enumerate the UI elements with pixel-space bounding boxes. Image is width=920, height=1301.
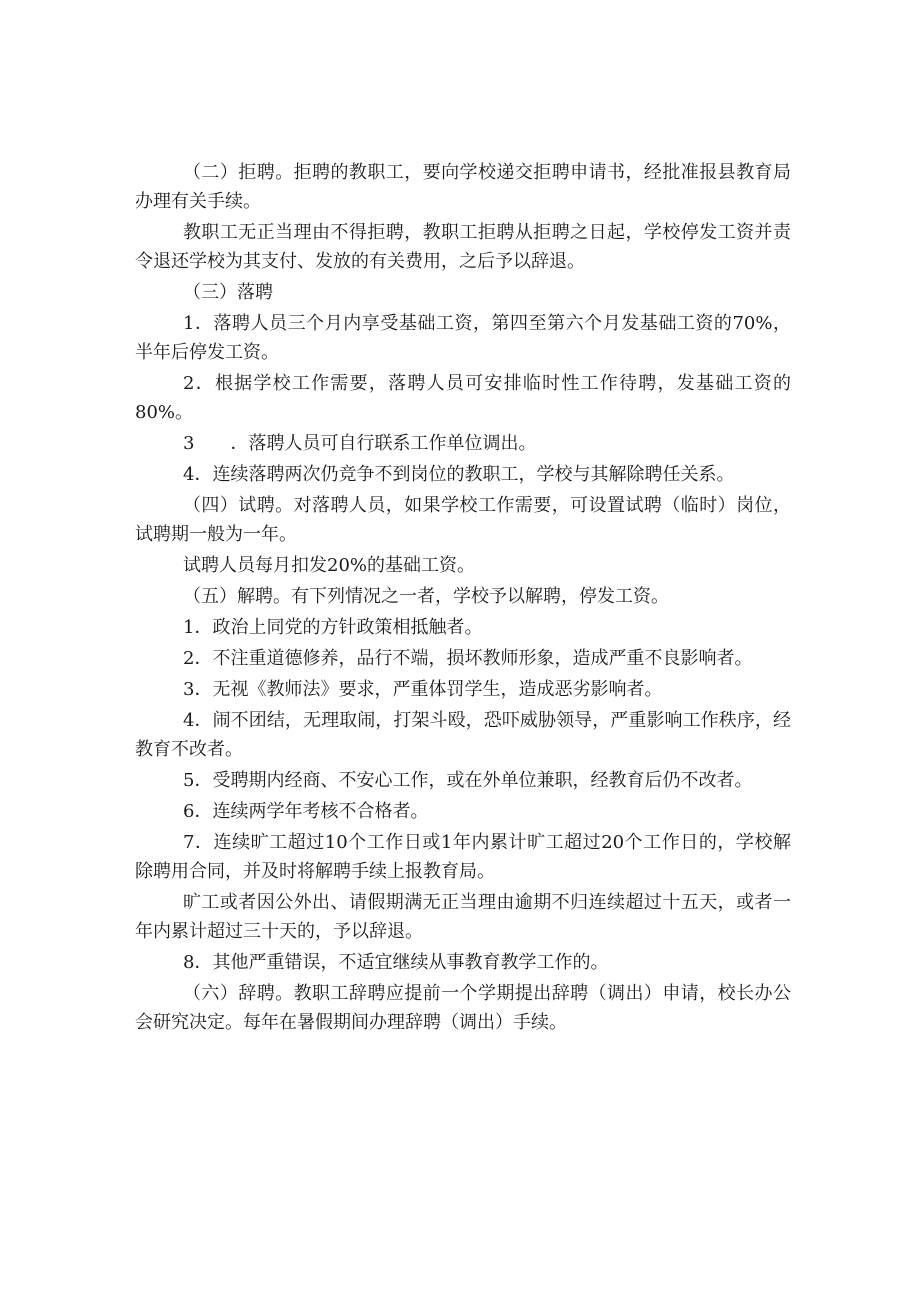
paragraph-refuse-appointment: （二）拒聘。拒聘的教职工，要向学校递交拒聘申请书，经批准报县教育局办理有关手续。: [135, 162, 791, 212]
list-item-dismissal-8: 8．其他严重错误，不适宜继续从事教育教学工作的。: [183, 952, 609, 973]
paragraph-trial-deduction: 试聘人员每月扣发20%的基础工资。: [183, 555, 476, 576]
list-item-dismissal-3: 3．无视《教师法》要求，严重体罚学生，造成恶劣影响者。: [183, 679, 663, 700]
document-body: [135, 158, 791, 1039]
list-item-not-appointed-1: 1．落聘人员三个月内享受基础工资，第四至第六个月发基础工资的70%，半年后停发工资。: [135, 313, 791, 363]
list-item-not-appointed-4: 4．连续落聘两次仍竞争不到岗位的教职工，学校与其解除聘任关系。: [183, 464, 735, 485]
list-item-dismissal-2: 2．不注重道德修养，品行不端，损坏教师形象，造成严重不良影响者。: [183, 648, 753, 669]
paragraph-refuse-consequence: 教职工无正当理由不得拒聘，教职工拒聘从拒聘之日起，学校停发工资并责令退还学校为其支付、发放的有关费用，之后予以辞退。: [135, 222, 791, 272]
list-item-dismissal-7: 7．连续旷工超过10个工作日或1年内累计旷工超过20个工作日的，学校解除聘用合同，并及时将解聘手续上报教育局。: [135, 832, 791, 882]
list-item-dismissal-1: 1．政治上同党的方针政策相抵触者。: [183, 617, 483, 638]
list-item-not-appointed-3: 3 ．落聘人员可自行联系工作单位调出。: [183, 433, 537, 454]
list-item-dismissal-4: 4．闹不团结，无理取闹，打架斗殴，恐吓威胁领导，严重影响工作秩序，经教育不改者。: [135, 710, 791, 760]
list-item-not-appointed-2: 2．根据学校工作需要，落聘人员可安排临时性工作待聘，发基础工资的80%。: [135, 373, 791, 423]
paragraph-dismissal: （五）解聘。有下列情况之一者，学校予以解聘，停发工资。: [183, 586, 669, 607]
list-item-dismissal-5: 5．受聘期内经商、不安心工作，或在外单位兼职，经教育后仍不改者。: [183, 770, 753, 791]
paragraph-trial-appointment: （四）试聘。对落聘人员，如果学校工作需要，可设置试聘（临时）岗位，试聘期一般为一年。: [135, 495, 791, 545]
heading-not-appointed: （三）落聘: [183, 282, 273, 303]
paragraph-resignation: （六）辞聘。教职工辞聘应提前一个学期提出辞聘（调出）申请，校长办公会研究决定。每年在暑假期间办理辞聘（调出）手续。: [135, 983, 791, 1033]
paragraph-absence-rule: 旷工或者因公外出、请假期满无正当理由逾期不归连续超过十五天，或者一年内累计超过三十天的，予以辞退。: [135, 892, 791, 942]
list-item-dismissal-6: 6．连续两学年考核不合格者。: [183, 801, 429, 822]
